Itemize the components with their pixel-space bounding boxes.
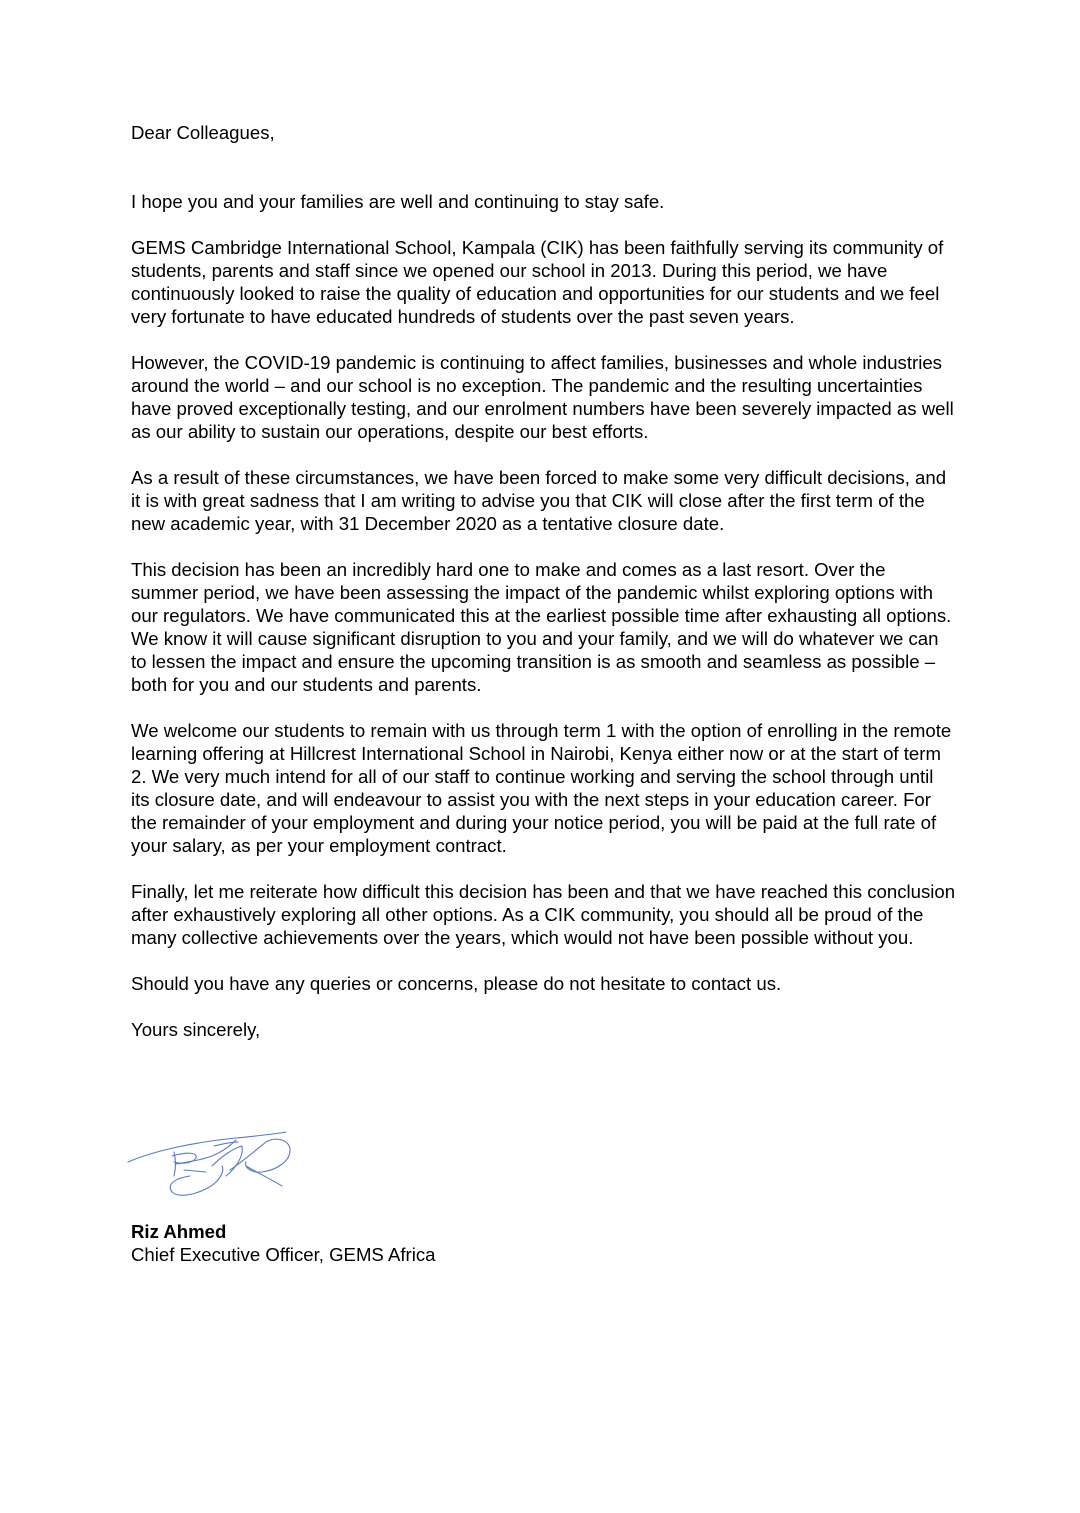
handwritten-signature [126,1126,298,1200]
signer-block [131,1220,436,1266]
paragraph-school-history: GEMS Cambridge International School, Kampala (CIK) has been faithfully serving its community of students, parents and staff since we opened our school in 2013. During this period, we have continuously looked to raise the quality of education and opportunities for our students and we feel very fortunate to have educated hundreds of students over the past seven years. [131,237,944,327]
paragraph-pandemic-impact: However, the COVID-19 pandemic is continuing to affect families, businesses and whole industries around the world – and our school is no exception. The pandemic and the resulting uncertainties have proved exceptionally testing, and our enrolment numbers have been severely impacted as well as our ability to sustain our operations, despite our best efforts. [131,352,954,442]
paragraph-wellbeing: I hope you and your families are well and continuing to stay safe. [131,191,665,212]
letter-body [131,121,956,1041]
paragraph-decision-context: This decision has been an incredibly hard one to make and comes as a last resort. Over the summer period, we have been assessing the impact of the pandemic whilst exploring options with our regulators. We have communicated this at the earliest possible time after exhausting all options. We know it will cause significant disruption to you and your family, and we will do whatever we can to lessen the impact and ensure the upcoming transition is as smooth and seamless as possible – both for you and our students and parents. [131,559,952,695]
signer-title: Chief Executive Officer, GEMS Africa [131,1244,436,1265]
paragraph-transition-plan: We welcome our students to remain with us through term 1 with the option of enrolling in the remote learning offering at Hillcrest International School in Nairobi, Kenya either now or at the start of term 2. We very much intend for all of our staff to continue working and serving the school through until its closure date, and will endeavour to assist you with the next steps in your education career. For the remainder of your employment and during your notice period, you will be paid at the full rate of your salary, as per your employment contract. [131,720,952,856]
paragraph-reiteration: Finally, let me reiterate how difficult this decision has been and that we have reached this conclusion after exhaustively exploring all other options. As a CIK community, you should all be proud of the many collective achievements over the years, which would not have been possible without you. [131,881,956,948]
closing: Yours sincerely, [131,1019,261,1040]
signer-name: Riz Ahmed [131,1221,227,1242]
paragraph-closure-announcement: As a result of these circumstances, we have been forced to make some very difficult decisions, and it is with great sadness that I am writing to advise you that CIK will close after the first term of the new academic year, with 31 December 2020 as a tentative closure date. [131,467,947,534]
salutation: Dear Colleagues, [131,122,275,143]
paragraph-contact: Should you have any queries or concerns, please do not hesitate to contact us. [131,973,782,994]
